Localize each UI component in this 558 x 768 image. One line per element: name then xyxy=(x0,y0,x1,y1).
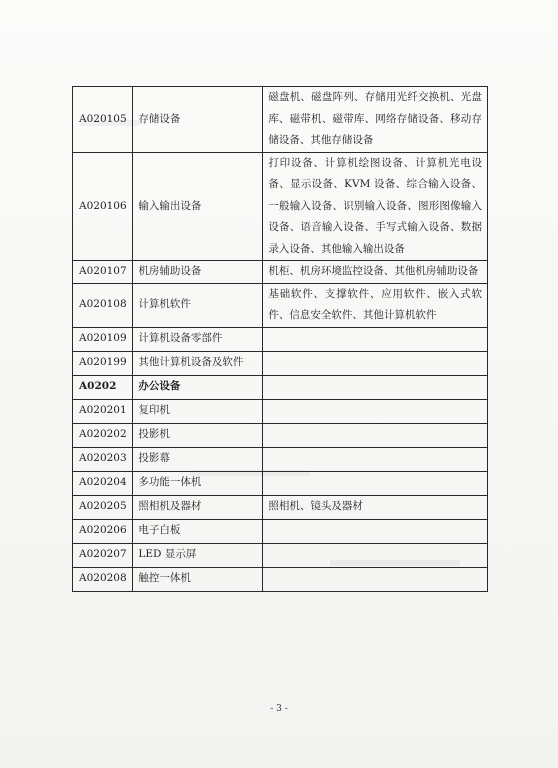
item-name: 计算机软件 xyxy=(133,283,263,327)
item-code: A020204 xyxy=(73,471,133,495)
item-code: A020203 xyxy=(73,447,133,471)
category-name: 办公设备 xyxy=(133,375,263,399)
table-row xyxy=(73,543,488,567)
item-code: A020202 xyxy=(73,423,133,447)
catalog-table-body xyxy=(73,87,488,592)
item-description: 磁盘机、磁盘阵列、存储用光纤交换机、光盘库、磁带机、磁带库、网络存储设备、移动存储设备、其他存储设备 xyxy=(263,87,488,153)
table-row xyxy=(73,399,488,423)
item-code: A020206 xyxy=(73,519,133,543)
item-name: 电子白板 xyxy=(133,519,263,543)
item-name: 投影幕 xyxy=(133,447,263,471)
item-description xyxy=(263,423,488,447)
item-code: A020106 xyxy=(73,152,133,261)
item-code: A020201 xyxy=(73,399,133,423)
table-row xyxy=(73,447,488,471)
item-name: 机房辅助设备 xyxy=(133,261,263,284)
page-number: - 3 - xyxy=(270,704,288,714)
table-row xyxy=(73,519,488,543)
table-row xyxy=(73,152,488,261)
item-description xyxy=(263,543,488,567)
item-description xyxy=(263,567,488,591)
item-description xyxy=(263,375,488,399)
item-code: A020208 xyxy=(73,567,133,591)
item-name: LED 显示屏 xyxy=(133,543,263,567)
table-row xyxy=(73,87,488,153)
table-row-category xyxy=(73,375,488,399)
item-description: 基础软件、支撑软件、应用软件、嵌入式软件、信息安全软件、其他计算机软件 xyxy=(263,283,488,327)
item-description xyxy=(263,327,488,351)
item-name: 计算机设备零部件 xyxy=(133,327,263,351)
item-code: A020107 xyxy=(73,261,133,284)
table-row xyxy=(73,327,488,351)
item-name: 存储设备 xyxy=(133,87,263,153)
item-name: 触控一体机 xyxy=(133,567,263,591)
item-name: 其他计算机设备及软件 xyxy=(133,351,263,375)
item-code: A020108 xyxy=(73,283,133,327)
item-name: 复印机 xyxy=(133,399,263,423)
item-description xyxy=(263,399,488,423)
item-description xyxy=(263,351,488,375)
item-description: 照相机、镜头及器材 xyxy=(263,495,488,519)
item-name: 输入输出设备 xyxy=(133,152,263,261)
item-code: A020105 xyxy=(73,87,133,153)
item-description: 机柜、机房环境监控设备、其他机房辅助设备 xyxy=(263,261,488,284)
catalog-table xyxy=(72,86,488,592)
item-code: A020207 xyxy=(73,543,133,567)
table-row xyxy=(73,423,488,447)
table-row xyxy=(73,283,488,327)
table-row xyxy=(73,567,488,591)
table-row xyxy=(73,261,488,284)
category-code: A0202 xyxy=(73,375,133,399)
item-code: A020109 xyxy=(73,327,133,351)
item-code: A020205 xyxy=(73,495,133,519)
item-description xyxy=(263,447,488,471)
table-row xyxy=(73,495,488,519)
item-description xyxy=(263,519,488,543)
item-code: A020199 xyxy=(73,351,133,375)
item-description: 打印设备、计算机绘图设备、计算机光电设备、显示设备、KVM 设备、综合输入设备、一般输入设备、识别输入设备、图形图像输入设备、语音输入设备、手写式输入设备、数据录入设备、其他输入输出设备 xyxy=(263,152,488,261)
table-row xyxy=(73,351,488,375)
table-row xyxy=(73,471,488,495)
item-description xyxy=(263,471,488,495)
item-name: 照相机及器材 xyxy=(133,495,263,519)
item-name: 投影机 xyxy=(133,423,263,447)
item-name: 多功能一体机 xyxy=(133,471,263,495)
